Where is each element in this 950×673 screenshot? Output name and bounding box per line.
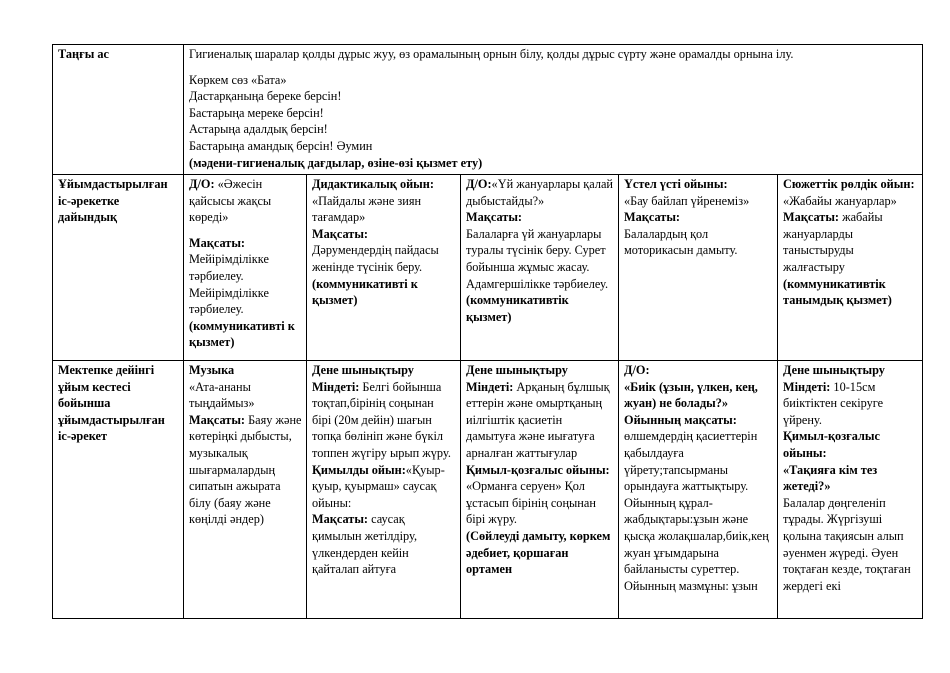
row-breakfast [53, 45, 923, 175]
row-header-breakfast: Таңғы ас [53, 45, 184, 175]
activity-cell-5: Дене шынықтыру Міндеті: 10-15см биіктіктен секіруге үйрену. Қимыл-қозғалыс ойыны: «Тақияға кім тез жетеді?» Балалар дөңгеленіп тұрады. Жүргізуші қолына тақиясын алып әуенмен жүреді. Әуен тоқтаған кезде, тоқтаған жердегі екі [778, 361, 923, 619]
verse-line: Бастарыңа мереке берсін! [189, 105, 324, 120]
verse-line: Астарыңа адалдық берсін! [189, 122, 328, 137]
verse-line: Бастарыңа амандық берсін! Әумин [189, 138, 373, 153]
breakfast-skills-note: (мәдени-гигиеналық дағдылар, өзіне-өзі қызмет ету) [189, 155, 483, 170]
row-scheduled-activity [53, 361, 923, 619]
prep-cell-3: Д/О:«Үй жануарлары қалай дыбыстайды?» Мақсаты: Балаларға үй жануарлары туралы түсінік беру. Сурет бойынша жұмыс жасау. Адамгершілікке тәрбиелеу. (коммуникативтік қызмет) [461, 175, 619, 361]
hygiene-text: Гигиеналық шаралар қолды дұрыс жуу, өз орамалының орнын білу, қолды дұрыс сүрту және орамалды орнына ілу. [189, 47, 794, 61]
activity-cell-3: Дене шынықтыру Міндеті: Арқаның бұлшық еттерін және омыртқаның иілгіштік қасиетін дамытуға және иығатуға арналған жаттығулар Қимыл-қозғалыс ойыны: «Орманға серуен» Қол ұстасып бірінің соңынан бірі жүру. (Сөйлеуді дамыту, көркем әдебиет, қоршаған ортамен [461, 361, 619, 619]
row-header-scheduled-activity: Мектепке дейінгі ұйым кестесі бойынша ұйымдастырылған іс-әрекет [53, 361, 184, 619]
verse-line: Дастарқаныңа береке берсін! [189, 89, 342, 104]
row-header-preparation: Ұйымдастырылған іс-әрекетке дайындық [53, 175, 184, 361]
prep-cell-5: Сюжеттік рөлдік ойын: «Жабайы жануарлар» Мақсаты: жабайы жануарларды таныстыруды жалғастыру (коммуникативтік танымдық қызмет) [778, 175, 923, 361]
prep-cell-2: Дидактикалық ойын: «Пайдалы және зиян тағамдар» Мақсаты: Дәрумендердің пайдасы женінде түсінік беру.(коммуникативті к қызмет) [307, 175, 461, 361]
prep-cell-4: Үстел үсті ойыны: «Бау байлап үйренеміз» Мақсаты: Балалардың қол моторикасын дамыту. [619, 175, 778, 361]
activity-cell-4: Д/О: «Биік (ұзын, үлкен, кең, жуан) не болады?» Ойынның мақсаты: өлшемдердің қасиеттерін қабылдауға үйрету;тапсырманы орындауға жаттықтыру. Ойынның құрал-жабдықтары:ұзын және қысқа жолақшалар,биік,кең жуан ұғымдарына байланысты суреттер. Ойынның мазмұны: ұзын [619, 361, 778, 619]
activity-cell-2: Дене шынықтыру Міндеті: Белгі бойынша тоқтап,бірінің соңынан бірі (20м дейін) шағын топқа бөлініп және бүкіл топпен жүгіру ырып жүру. Қимылды ойын:«Қуыр-қуыр, қуырмаш» саусақ ойыны: Мақсаты: саусақ қимылын жетілдіру, үлкендерден кейін қайталап айтуға [307, 361, 461, 619]
daily-plan-table [52, 44, 923, 619]
verse-title: Көркем сөз «Бата» [189, 72, 287, 87]
row-preparation [53, 175, 923, 361]
activity-cell-1: Музыка «Ата-ананы тыңдаймыз» Мақсаты: Баяу және көтеріңкі дыбысты, музыкалық шығармалардың сипатын ажырата білу (баяу және көңілді әндер) [184, 361, 307, 619]
prep-cell-1: Д/О: «Әжесін қайсысы жақсы көреді» Мақсаты: Мейірімділікке тәрбиелеу. Мейірімділікке тәрбиелеу. (коммуникативті к қызмет) [184, 175, 307, 361]
breakfast-content [184, 45, 923, 175]
